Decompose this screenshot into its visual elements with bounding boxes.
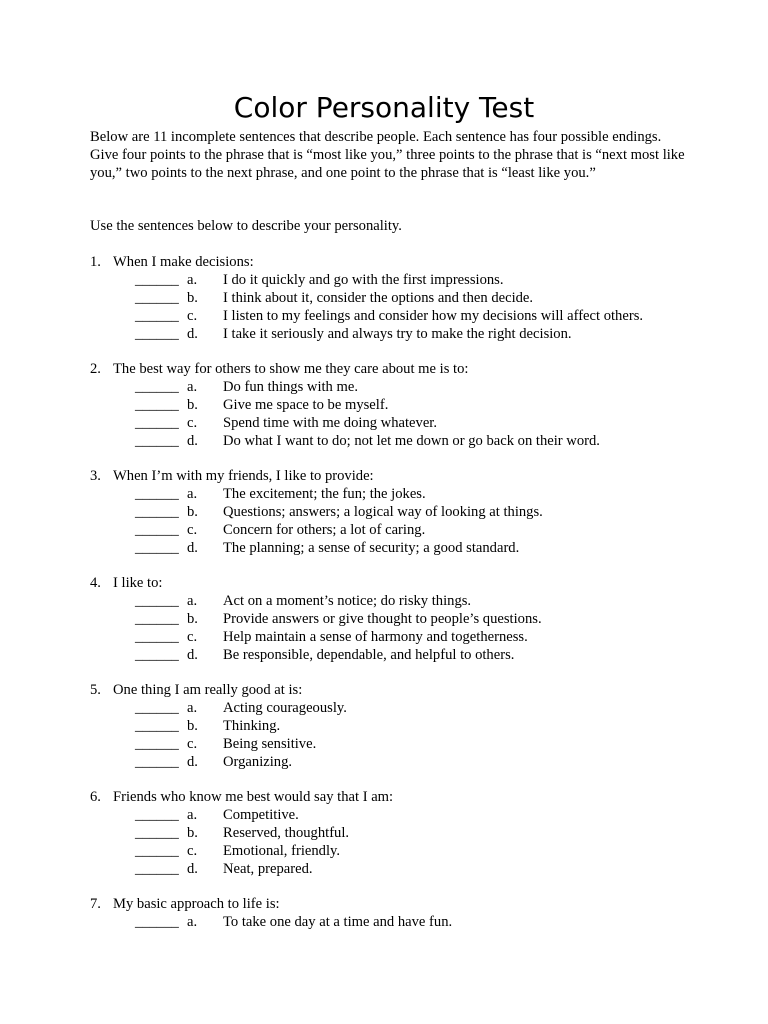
option-letter: c. <box>187 736 198 752</box>
option-row-3a <box>90 485 710 503</box>
answer-blank[interactable]: ______ <box>135 718 179 734</box>
answer-blank[interactable]: ______ <box>135 611 179 627</box>
question-text: When I make decisions: <box>113 254 254 270</box>
option-row-5c <box>90 735 710 753</box>
option-letter: c. <box>187 415 198 431</box>
answer-blank[interactable]: ______ <box>135 326 179 342</box>
answer-blank[interactable]: ______ <box>135 290 179 306</box>
option-letter: d. <box>187 647 198 663</box>
answer-blank[interactable]: ______ <box>135 825 179 841</box>
option-row-2a <box>90 378 710 396</box>
question-text: When I’m with my friends, I like to provide: <box>113 468 374 484</box>
answer-blank[interactable]: ______ <box>135 843 179 859</box>
page-title: Color Personality Test <box>233 91 535 124</box>
option-letter: c. <box>187 843 198 859</box>
answer-blank[interactable]: ______ <box>135 700 179 716</box>
option-text: Reserved, thoughtful. <box>223 825 350 841</box>
answer-blank[interactable]: ______ <box>135 861 179 877</box>
option-letter: b. <box>187 397 198 413</box>
option-letter: a. <box>187 914 198 930</box>
question-number: 2. <box>90 361 101 377</box>
question-text: My basic approach to life is: <box>113 896 280 912</box>
option-text: The excitement; the fun; the jokes. <box>223 486 426 502</box>
option-letter: d. <box>187 326 198 342</box>
option-text: Do fun things with me. <box>223 379 358 395</box>
option-text: Do what I want to do; not let me down or go back on their word. <box>223 433 600 449</box>
answer-blank[interactable]: ______ <box>135 415 179 431</box>
option-text: Help maintain a sense of harmony and togetherness. <box>223 629 528 645</box>
option-text: Neat, prepared. <box>223 861 313 877</box>
answer-blank[interactable]: ______ <box>135 272 179 288</box>
question-number: 1. <box>90 254 101 270</box>
option-text: Act on a moment’s notice; do risky things. <box>223 593 472 609</box>
question-text: I like to: <box>113 575 163 591</box>
option-letter: a. <box>187 593 198 609</box>
option-row-1a <box>90 271 710 289</box>
option-text: Thinking. <box>223 718 281 734</box>
option-text: I listen to my feelings and consider how my decisions will affect others. <box>223 308 644 324</box>
option-text: Concern for others; a lot of caring. <box>223 522 426 538</box>
option-row-2c <box>90 414 710 432</box>
option-letter: b. <box>187 718 198 734</box>
option-text: Organizing. <box>223 754 293 770</box>
option-text: Acting courageously. <box>223 700 347 716</box>
option-row-3b <box>90 503 710 521</box>
option-row-6b <box>90 824 710 842</box>
option-row-4d <box>90 646 710 664</box>
option-text: Provide answers or give thought to people’s questions. <box>223 611 542 627</box>
answer-blank[interactable]: ______ <box>135 914 179 930</box>
answer-blank[interactable]: ______ <box>135 433 179 449</box>
answer-blank[interactable]: ______ <box>135 754 179 770</box>
option-letter: a. <box>187 486 198 502</box>
option-letter: c. <box>187 629 198 645</box>
question-6 <box>90 788 710 878</box>
answer-blank[interactable]: ______ <box>135 486 179 502</box>
option-letter: b. <box>187 290 198 306</box>
answer-blank[interactable]: ______ <box>135 504 179 520</box>
question-2 <box>90 360 710 450</box>
question-1 <box>90 253 710 343</box>
option-letter: b. <box>187 504 198 520</box>
option-letter: c. <box>187 308 198 324</box>
option-text: Questions; answers; a logical way of looking at things. <box>223 504 543 520</box>
answer-blank[interactable]: ______ <box>135 736 179 752</box>
question-number: 5. <box>90 682 101 698</box>
option-text: I think about it, consider the options and then decide. <box>223 290 534 306</box>
question-5 <box>90 681 710 771</box>
option-row-3d <box>90 539 710 557</box>
option-row-4b <box>90 610 710 628</box>
instruction-text: Use the sentences below to describe your personality. <box>90 218 402 234</box>
option-row-5b <box>90 717 710 735</box>
answer-blank[interactable]: ______ <box>135 522 179 538</box>
option-letter: a. <box>187 700 198 716</box>
option-row-6c <box>90 842 710 860</box>
option-letter: d. <box>187 540 198 556</box>
option-row-6a <box>90 806 710 824</box>
question-number: 3. <box>90 468 101 484</box>
option-row-1b <box>90 289 710 307</box>
option-text: The planning; a sense of security; a good standard. <box>223 540 520 556</box>
option-letter: d. <box>187 861 198 877</box>
question-number: 6. <box>90 789 101 805</box>
option-text: I take it seriously and always try to make the right decision. <box>223 326 572 342</box>
option-letter: a. <box>187 379 198 395</box>
option-row-2d <box>90 432 710 450</box>
question-number: 4. <box>90 575 101 591</box>
option-letter: a. <box>187 807 198 823</box>
option-text: Give me space to be myself. <box>223 397 389 413</box>
question-number: 7. <box>90 896 101 912</box>
option-row-5a <box>90 699 710 717</box>
option-letter: a. <box>187 272 198 288</box>
option-row-4c <box>90 628 710 646</box>
option-letter: d. <box>187 433 198 449</box>
answer-blank[interactable]: ______ <box>135 397 179 413</box>
answer-blank[interactable]: ______ <box>135 647 179 663</box>
option-text: Competitive. <box>223 807 299 823</box>
option-text: Being sensitive. <box>223 736 317 752</box>
option-row-3c <box>90 521 710 539</box>
answer-blank[interactable]: ______ <box>135 807 179 823</box>
option-row-1c <box>90 307 710 325</box>
option-row-2b <box>90 396 710 414</box>
option-row-4a <box>90 592 710 610</box>
option-row-6d <box>90 860 710 878</box>
option-row-1d <box>90 325 710 343</box>
answer-blank[interactable]: ______ <box>135 379 179 395</box>
answer-blank[interactable]: ______ <box>135 540 179 556</box>
option-text: I do it quickly and go with the first impressions. <box>223 272 504 288</box>
option-text: To take one day at a time and have fun. <box>223 914 453 930</box>
option-letter: b. <box>187 611 198 627</box>
answer-blank[interactable]: ______ <box>135 629 179 645</box>
option-text: Be responsible, dependable, and helpful to others. <box>223 647 515 663</box>
question-3 <box>90 467 710 557</box>
option-letter: d. <box>187 754 198 770</box>
intro-paragraph: Below are 11 incomplete sentences that describe people. Each sentence has four possible endings. Give four points to the phrase that is “most like you,” three points to the phrase that is “next most like you,” two points to the next phrase, and one point to the phrase that is “least like you.” <box>90 129 685 181</box>
option-letter: b. <box>187 825 198 841</box>
option-text: Emotional, friendly. <box>223 843 340 859</box>
question-4 <box>90 574 710 664</box>
option-text: Spend time with me doing whatever. <box>223 415 438 431</box>
option-letter: c. <box>187 522 198 538</box>
question-text: The best way for others to show me they care about me is to: <box>113 361 469 377</box>
question-7 <box>90 895 710 931</box>
question-text: Friends who know me best would say that I am: <box>113 789 394 805</box>
question-text: One thing I am really good at is: <box>113 682 303 698</box>
answer-blank[interactable]: ______ <box>135 593 179 609</box>
option-row-7a <box>90 913 710 931</box>
option-row-5d <box>90 753 710 771</box>
answer-blank[interactable]: ______ <box>135 308 179 324</box>
